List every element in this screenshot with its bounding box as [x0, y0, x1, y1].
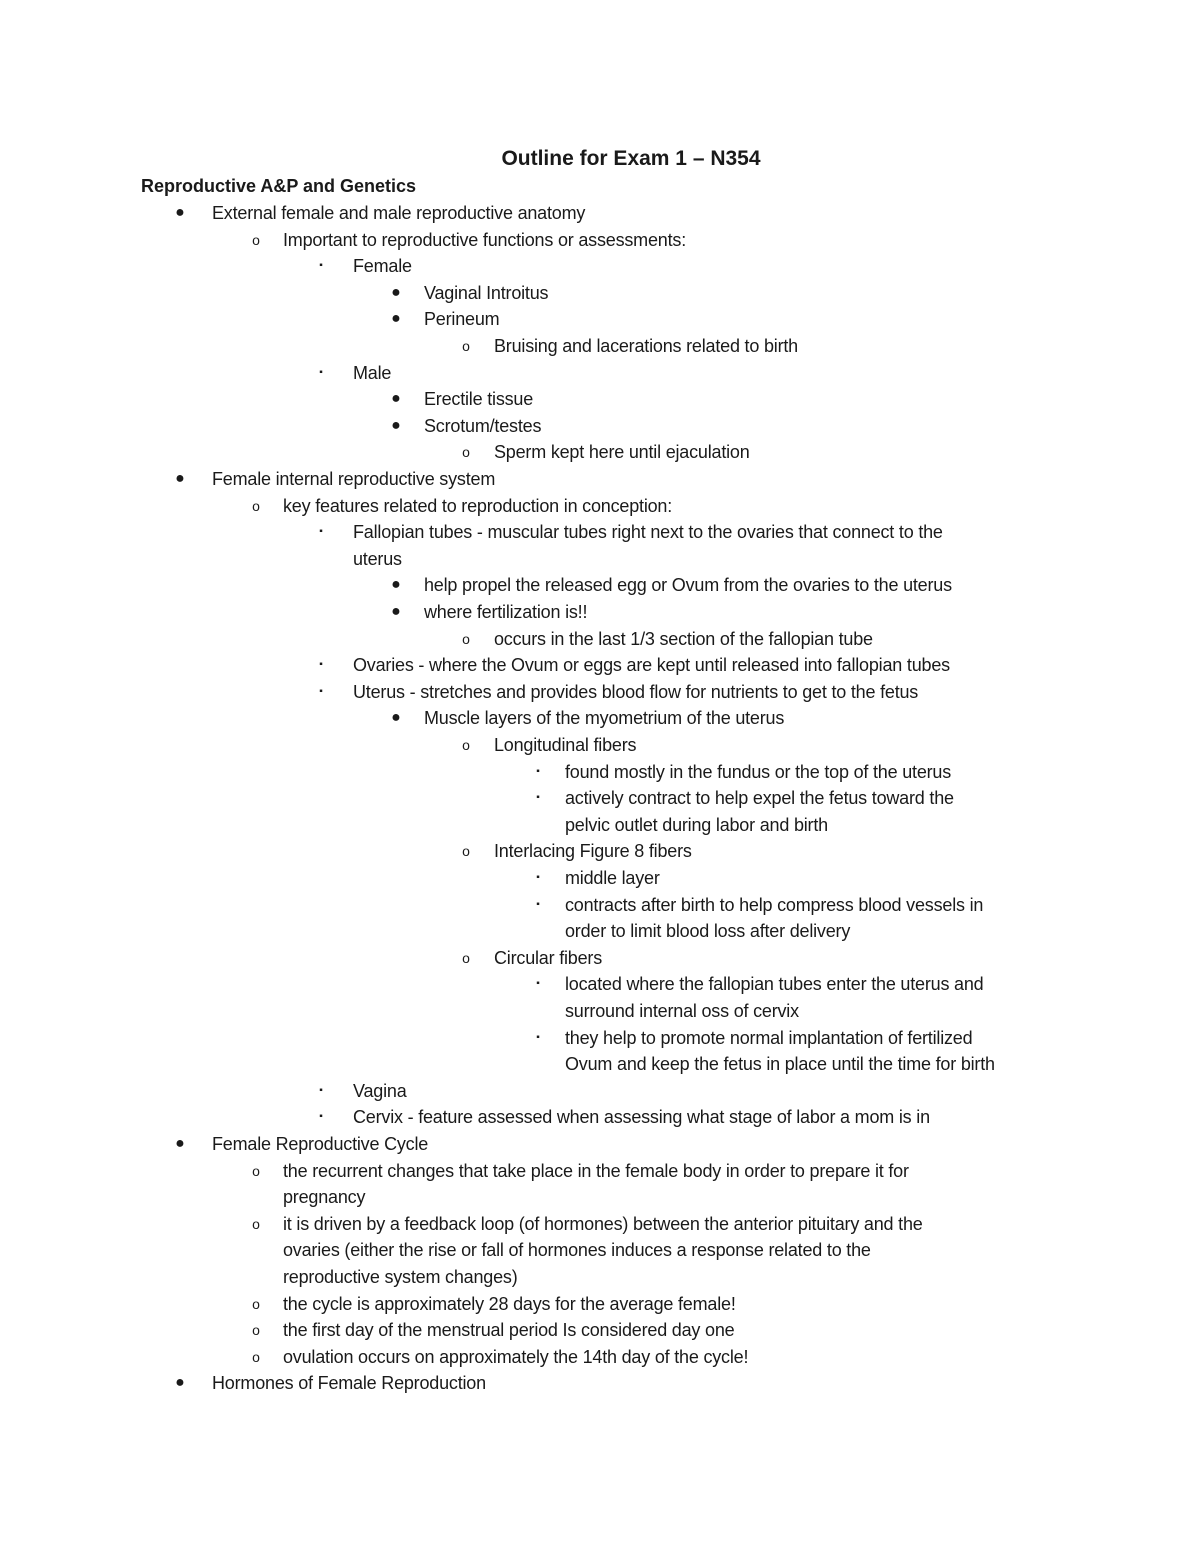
outline-item	[0, 945, 1200, 971]
outline-item-text: it is driven by a feedback loop (of hormones) between the anterior pituitary and the	[283, 1213, 923, 1234]
outline-item-text: Hormones of Female Reproduction	[212, 1373, 486, 1394]
page-title: Outline for Exam 1 – N354	[501, 147, 761, 170]
outline-item	[0, 1344, 1200, 1370]
outline-item	[0, 679, 1200, 705]
outline-item-text: Vaginal Introitus	[424, 282, 549, 303]
outline-item-text: occurs in the last 1/3 section of the fallopian tube	[494, 628, 873, 649]
bullet-marker: ●	[391, 603, 401, 620]
outline-item-text: Important to reproductive functions or assessments:	[283, 229, 686, 250]
outline-item-text: Muscle layers of the myometrium of the uterus	[424, 708, 785, 729]
outline-item-text: pelvic outlet during labor and birth	[565, 814, 828, 835]
outline-item	[0, 333, 1200, 359]
bullet-marker: o	[462, 949, 470, 966]
bullet-marker: o	[252, 1295, 260, 1312]
outline-item	[0, 227, 1200, 253]
bullet-marker: ●	[175, 204, 185, 221]
bullet-marker: ●	[175, 1135, 185, 1152]
outline-item	[0, 1184, 1200, 1210]
bullet-marker: o	[252, 1162, 260, 1179]
outline-item-text: found mostly in the fundus or the top of the uterus	[565, 761, 952, 782]
bullet-marker: o	[252, 1215, 260, 1232]
outline-item	[0, 1370, 1200, 1396]
outline-item	[0, 812, 1200, 838]
bullet-marker: ▪	[536, 765, 540, 777]
bullet-marker: o	[462, 843, 470, 860]
outline-item-text: Uterus - stretches and provides blood flow for nutrients to get to the fetus	[353, 681, 919, 702]
outline-item	[0, 652, 1200, 678]
outline-item	[0, 971, 1200, 997]
outline-item	[0, 626, 1200, 652]
bullet-marker: ●	[391, 416, 401, 434]
section-heading: Reproductive A&P and Genetics	[141, 176, 417, 196]
outline-item-text: surround internal oss of cervix	[565, 1001, 799, 1021]
outline-item-text: reproductive system changes)	[283, 1267, 518, 1287]
outline-item	[0, 466, 1200, 492]
outline-item	[0, 1131, 1200, 1157]
outline-item-text: Circular fibers	[494, 947, 603, 968]
outline-item-text: Ovaries - where the Ovum or eggs are kept until released into fallopian tubes	[353, 655, 950, 676]
outline-item-text: actively contract to help expel the fetus toward the	[565, 788, 954, 809]
bullet-marker: ▪	[319, 1111, 323, 1123]
outline-item-text: Female Reproductive Cycle	[212, 1134, 429, 1154]
outline-item	[0, 386, 1200, 412]
bullet-marker: ▪	[536, 1031, 540, 1043]
outline-item-text: the first day of the menstrual period Is considered day one	[283, 1320, 735, 1341]
bullet-marker: o	[252, 1348, 260, 1365]
outline-item-text: Longitudinal fibers	[494, 735, 637, 755]
bullet-marker: o	[252, 1322, 260, 1339]
bullet-marker: o	[462, 737, 470, 753]
outline-item	[0, 705, 1200, 731]
bullet-marker: o	[462, 444, 470, 461]
bullet-marker: ▪	[319, 366, 323, 378]
bullet-marker: ▪	[319, 685, 323, 697]
outline-item	[0, 599, 1200, 625]
bullet-marker: ●	[391, 576, 401, 594]
outline-item	[0, 306, 1200, 332]
outline-item	[0, 1211, 1200, 1237]
outline-item	[0, 546, 1200, 572]
outline-item	[0, 865, 1200, 891]
outline-item-text: Sperm kept here until ejaculation	[494, 442, 750, 463]
outline-item	[0, 1264, 1200, 1290]
outline-item-text: order to limit blood loss after delivery	[565, 921, 851, 942]
bullet-marker: o	[252, 497, 260, 514]
bullet-marker: ●	[175, 1374, 185, 1392]
outline-item-text: Erectile tissue	[424, 389, 534, 410]
outline-item	[0, 1237, 1200, 1263]
outline-item	[0, 360, 1200, 386]
outline-item	[0, 918, 1200, 944]
outline-item-text: help propel the released egg or Ovum from the ovaries to the uterus	[424, 575, 952, 596]
bullet-marker: ●	[175, 470, 185, 487]
outline-item-text: Ovum and keep the fetus in place until the time for birth	[565, 1054, 995, 1075]
outline-item-text: Female	[353, 256, 412, 277]
outline-item	[0, 1317, 1200, 1343]
bullet-marker: ▪	[319, 659, 323, 671]
bullet-marker: o	[462, 630, 470, 647]
outline-item	[0, 785, 1200, 811]
bullet-marker: ▪	[536, 978, 540, 990]
outline-item	[0, 253, 1200, 279]
outline-item	[0, 1158, 1200, 1184]
outline-item-text: ovulation occurs on approximately the 14th day of the cycle!	[283, 1346, 749, 1367]
outline-item	[0, 759, 1200, 785]
outline-item-text: the cycle is approximately 28 days for the average female!	[283, 1293, 736, 1314]
bullet-marker: ●	[391, 709, 401, 727]
outline-item	[0, 1078, 1200, 1104]
bullet-marker: ▪	[319, 526, 323, 538]
outline-item-text: Bruising and lacerations related to birth	[494, 336, 798, 356]
outline-item-text: where fertilization is!!	[424, 602, 588, 622]
outline-item-text: Interlacing Figure 8 fibers	[494, 841, 692, 862]
outline-item-text: middle layer	[565, 868, 660, 888]
outline-item	[0, 1291, 1200, 1317]
bullet-marker: ▪	[536, 792, 540, 804]
outline-item-text: Female internal reproductive system	[212, 469, 496, 489]
outline-item	[0, 998, 1200, 1024]
outline-item-text: located where the fallopian tubes enter the uterus and	[565, 974, 984, 995]
outline-item-text: External female and male reproductive anatomy	[212, 203, 586, 223]
outline-item-text: Perineum	[424, 309, 500, 330]
bullet-marker: ●	[391, 390, 401, 408]
bullet-marker: ●	[391, 310, 401, 328]
outline-item	[0, 200, 1200, 226]
outline-item	[0, 838, 1200, 864]
outline-item-text: Male	[353, 362, 392, 383]
outline-item-text: pregnancy	[283, 1187, 366, 1208]
outline-item	[0, 892, 1200, 918]
outline-item	[0, 1025, 1200, 1051]
outline-item-text: contracts after birth to help compress blood vessels in	[565, 894, 984, 915]
outline-item-text: the recurrent changes that take place in the female body in order to prepare it for	[283, 1160, 909, 1181]
outline-item	[0, 413, 1200, 439]
bullet-marker: ▪	[319, 1084, 323, 1096]
bullet-marker: ●	[391, 283, 401, 301]
outline-item	[0, 493, 1200, 519]
outline-item-text: they help to promote normal implantation of fertilized	[565, 1027, 973, 1048]
outline-item	[0, 280, 1200, 306]
outline-item-text: Fallopian tubes - muscular tubes right next to the ovaries that connect to the	[353, 522, 943, 543]
bullet-marker: o	[462, 338, 470, 354]
outline-item	[0, 1051, 1200, 1077]
outline-item	[0, 439, 1200, 465]
bullet-marker: o	[252, 231, 260, 248]
outline-item-text: uterus	[353, 548, 402, 569]
outline-item-text: ovaries (either the rise or fall of hormones induces a response related to the	[283, 1240, 871, 1261]
outline-item	[0, 1104, 1200, 1130]
outline-item	[0, 572, 1200, 598]
bullet-marker: ▪	[319, 260, 323, 272]
outline-item	[0, 519, 1200, 545]
outline-item	[0, 732, 1200, 758]
outline-item-text: Cervix - feature assessed when assessing what stage of labor a mom is in	[353, 1107, 930, 1128]
bullet-marker: ▪	[536, 872, 540, 883]
outline-item-text: Vagina	[353, 1080, 407, 1101]
bullet-marker: ▪	[536, 898, 540, 910]
outline-item-text: Scrotum/testes	[424, 415, 542, 436]
outline-item-text: key features related to reproduction in conception:	[283, 495, 673, 516]
